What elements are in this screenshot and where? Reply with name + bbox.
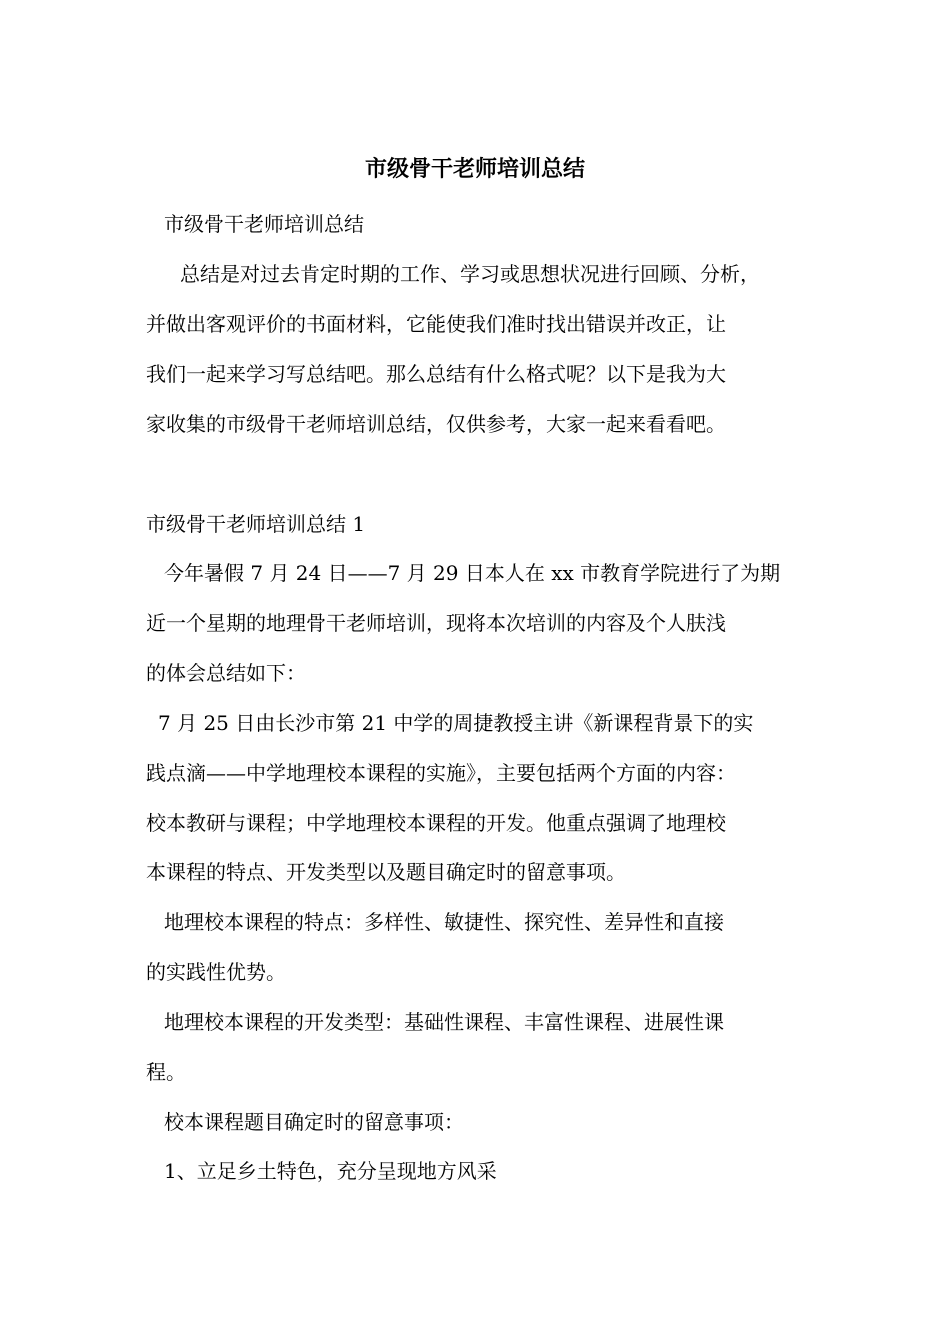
subtitle-line: 市级骨干老师培训总结	[164, 212, 364, 236]
paragraph-line: 校本课程题目确定时的留意事项：	[164, 1110, 464, 1134]
paragraph-line: 践点滴——中学地理校本课程的实施》，主要包括两个方面的内容：	[146, 761, 736, 785]
paragraph-line: 近一个星期的地理骨干老师培训，现将本次培训的内容及个人肤浅	[146, 611, 726, 635]
section-heading: 市级骨干老师培训总结 1	[146, 512, 366, 536]
document-title: 市级骨干老师培训总结	[364, 157, 585, 182]
paragraph-line: 地理校本课程的开发类型：基础性课程、丰富性课程、进展性课	[164, 1010, 724, 1034]
paragraph-line: 并做出客观评价的书面材料，它能使我们准时找出错误并改正，让	[146, 312, 726, 336]
paragraph-line: 地理校本课程的特点：多样性、敏捷性、探究性、差异性和直接	[164, 910, 724, 934]
paragraph-line: 校本教研与课程；中学地理校本课程的开发。他重点强调了地理校	[146, 811, 726, 835]
paragraph-line: 7 月 25 日由长沙市第 21 中学的周捷教授主讲《新课程背景下的实	[158, 711, 754, 735]
paragraph-line: 的体会总结如下：	[146, 661, 306, 685]
paragraph-line: 程。	[146, 1060, 186, 1084]
list-item: 1、立足乡土特色，充分呈现地方风采	[164, 1159, 497, 1183]
paragraph-line: 本课程的特点、开发类型以及题目确定时的留意事项。	[146, 860, 626, 884]
paragraph-line: 今年暑假 7 月 24 日——7 月 29 日本人在 xx 市教育学院进行了为期	[164, 561, 781, 585]
paragraph-line: 的实践性优势。	[146, 960, 286, 984]
paragraph-line: 家收集的市级骨干老师培训总结，仅供参考，大家一起来看看吧。	[146, 412, 726, 436]
paragraph-line: 总结是对过去肯定时期的工作、学习或思想状况进行回顾、分析，	[180, 262, 760, 286]
paragraph-line: 我们一起来学习写总结吧。那么总结有什么格式呢？以下是我为大	[146, 362, 726, 386]
